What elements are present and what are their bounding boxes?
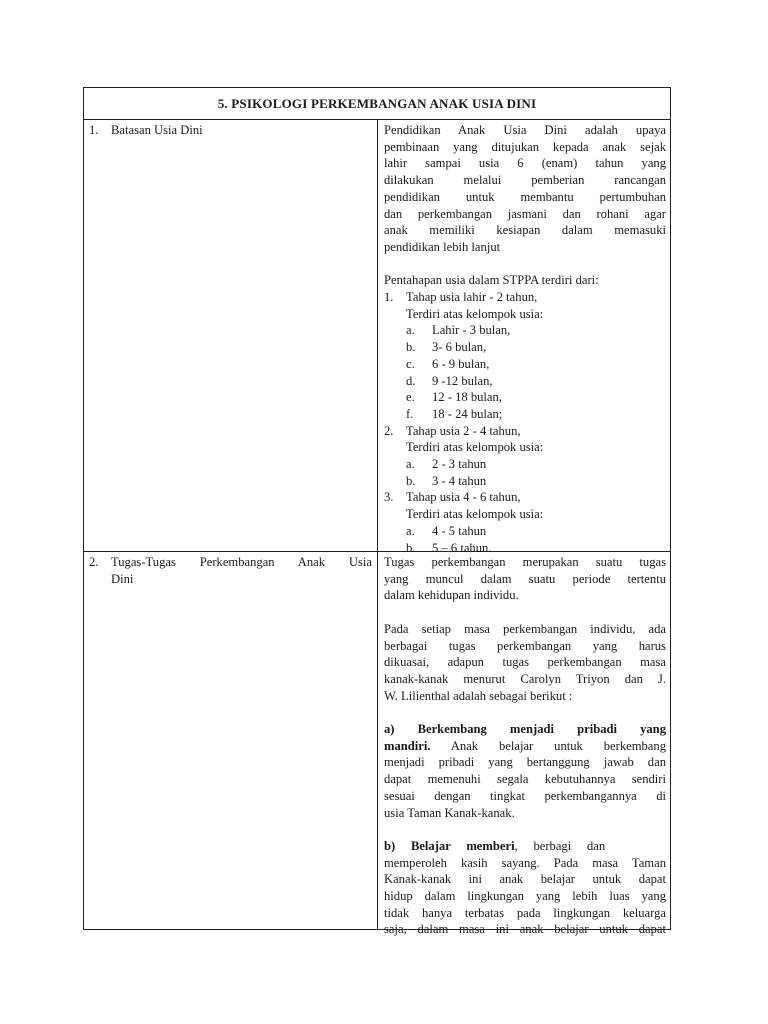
stage-label: Tahap usia lahir - 2 tahun,: [406, 290, 538, 305]
stage-label: Tahap usia 2 - 4 tahun,: [406, 423, 521, 438]
stage-number: 1.: [384, 290, 394, 305]
stage-item: [384, 423, 666, 440]
task-a-line: sesuai dengan tingkat perkembangannya di: [384, 788, 666, 803]
task-b-heading: b) Belajar memberi, berbagi dan: [384, 838, 606, 853]
content-cell: [384, 554, 666, 938]
paragraph-line: dikuasai, adapun tugas perkembangan masa: [384, 655, 666, 670]
group-item: e. 12 - 18 bulan,: [406, 390, 502, 405]
topic-text: Tugas-Tugas Perkembangan Anak Usia: [111, 555, 372, 569]
topic-cell: [89, 122, 372, 139]
group-item: c. 6 - 9 bulan,: [406, 356, 490, 371]
stage-label: Tahap usia 4 - 6 tahun,: [406, 490, 521, 505]
column-divider: [377, 552, 378, 929]
task-b-line: saja, dalam masa ini anak belajar untuk dapat: [384, 922, 666, 937]
row-number: 2.: [89, 555, 99, 569]
paragraph-line: Pada setiap masa perkembangan individu, ada: [384, 621, 666, 636]
group-item: a. 2 - 3 tahun: [406, 457, 487, 472]
paragraph-line: berbagai tugas perkembangan yang harus: [384, 638, 666, 653]
group-item: f. 18 - 24 bulan;: [406, 406, 503, 421]
stage-item: [384, 289, 666, 306]
task-a-heading: a) Berkembang menjadi pribadi yang: [384, 722, 666, 736]
definition-line: pendidikan untuk membantu pertumbuhan: [384, 189, 666, 204]
group-item: a. Lahir - 3 bulan,: [406, 323, 511, 338]
paragraph-line: Tugas perkembangan merupakan suatu tugas: [384, 555, 666, 569]
stage-number: 2.: [384, 423, 394, 438]
table-title: 5. PSIKOLOGI PERKEMBANGAN ANAK USIA DINI: [84, 88, 670, 120]
paragraph-line: dalam kehidupan individu.: [384, 588, 519, 603]
group-intro: Terdiri atas kelompok usia:: [406, 440, 544, 455]
task-a-line: menjadi pribadi yang bertanggung jawab dan: [384, 755, 666, 770]
document-table: [83, 87, 671, 937]
topic-cell: [89, 554, 372, 587]
topic-text-cont: Dini: [111, 571, 134, 586]
task-b-line: tidak hanya terbatas pada lingkungan keluarga: [384, 905, 666, 920]
definition-line: pendidikan lebih lanjut: [384, 239, 501, 254]
table-row: [84, 120, 670, 555]
topic-text: Batasan Usia Dini: [111, 123, 203, 137]
definition-line: anak memiliki kesiapan dalam memasuki: [384, 223, 666, 238]
stage-item: [384, 489, 666, 506]
table-row: [84, 552, 670, 937]
row-number: 1.: [89, 123, 99, 137]
paragraph-line: W. Lilienthal adalah sebagai berikut :: [384, 688, 573, 703]
content-cell: [384, 122, 666, 556]
definition-line: dilakukan melalui pemberian rancangan: [384, 173, 666, 188]
paragraph-line: kanak-kanak menurut Carolyn Triyon dan J.: [384, 671, 666, 686]
task-a-line: dapat memenuhi segala kebutuhannya sendiri: [384, 772, 666, 787]
task-a-line: mandiri. Anak belajar untuk berkembang: [384, 738, 666, 753]
definition-line: lahir sampai usia 6 (enam) tahun yang: [384, 156, 666, 171]
group-item: b. 5 – 6 tahun.: [406, 540, 492, 555]
definition-line: pembinaan yang ditujukan kepada anak sejak: [384, 139, 666, 154]
task-a-line: usia Taman Kanak-kanak.: [384, 805, 515, 820]
group-item: b. 3 - 4 tahun: [406, 473, 487, 488]
definition-line: dan perkembangan jasmani dan rohani agar: [384, 206, 666, 221]
definition-line: Pendidikan Anak Usia Dini adalah upaya: [384, 123, 666, 137]
group-item: d. 9 -12 bulan,: [406, 373, 493, 388]
stage-number: 3.: [384, 490, 394, 505]
group-intro: Terdiri atas kelompok usia:: [406, 306, 544, 321]
group-item: b. 3- 6 bulan,: [406, 340, 487, 355]
task-b-line: Kanak-kanak ini anak belajar untuk dapat: [384, 872, 666, 887]
paragraph-line: yang muncul dalam suatu periode tertentu: [384, 571, 666, 586]
task-b-line: memperoleh kasih sayang. Pada masa Taman: [384, 855, 666, 870]
task-b-line: hidup dalam lingkungan yang lebih luas yang: [384, 889, 666, 904]
stages-intro: Pentahapan usia dalam STPPA terdiri dari:: [384, 273, 599, 288]
column-divider: [377, 120, 378, 551]
group-intro: Terdiri atas kelompok usia:: [406, 507, 544, 522]
group-item: a. 4 - 5 tahun: [406, 523, 487, 538]
